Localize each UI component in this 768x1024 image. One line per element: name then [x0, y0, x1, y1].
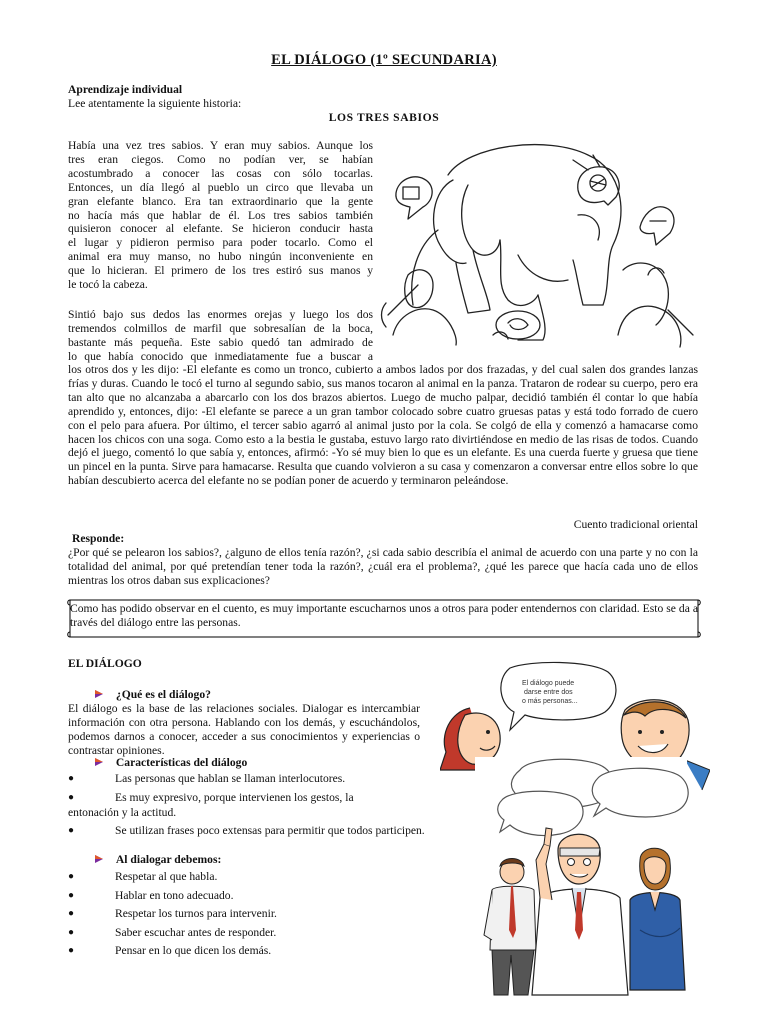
story-line: bastante más pequeña. Este sabio quedó tan admirado de: [68, 335, 373, 349]
elephant-sages-illustration: [378, 135, 698, 355]
question-heading-text: ¿Qué es el diálogo?: [115, 688, 211, 701]
section-heading-dialogue: EL DIÁLOGO: [68, 657, 142, 670]
speech-bubble-top: [501, 662, 616, 730]
must-heading-text: Al dialogar debemos:: [115, 853, 222, 866]
story-paragraph-2-rest: los otros dos y les dijo: -El elefante es como un tronco, cubierto a ambos lados por dos frazadas, y del cual salen dos grandes lanzas frías y duras. Cuando le tocó el turno al segundo sabio, sus manos tocaron al animal en la panza. Trataron de rodear su cuerpo, pero era tan alto que no alcanzaba a abarcarlo con los dos brazos abiertos. Luego de mucho palpar, decidió también él contar lo que había aprendido y, entonces, dijo: -El elefante se parece a un gran tambor colocado sobre cuatro gruesas patas y está todo forrado de cuero con el pelo para afuera. Por último, el tercer sabio agarró al animal justo por la cola. Se colgó de ella y comenzó a hamacarse como hacen los chicos con una soga. Como esto a la bestia le gustaba, estuvo largo rato divirtiéndose en medio de las risas de todos. Cuando dejó el juego, comentó lo que sabía y, entonces, afirmó: -Yo sé muy bien lo que es un elefante. Es una cuerda fuerte y gruesa que tiene un pincel en la punta. Sirve para hamacarse. Resulta que cuando volvieron a su casa y comenzaron a conversar entre ellos sobre lo que habían descubierto acerca del elefante no se podían poner de acuerdo y terminaron peleándose.: [68, 363, 698, 488]
page-title: EL DIÁLOGO (1º SECUNDARIA): [271, 52, 497, 68]
bullet: ●: [68, 773, 75, 784]
characteristic-item: Se utilizan frases poco extensas para permitir que todos participen.: [115, 824, 425, 837]
bullet: ●: [68, 890, 75, 901]
story-line: le tocó la cabeza.: [68, 278, 148, 292]
bubble-line: o más personas...: [522, 698, 578, 705]
dialogue-note-text: Como has podido observar en el cuento, es muy importante escucharnos unos a otros para poder entendernos con claridad. Esto se da a través del diálogo entre las personas.: [70, 602, 698, 629]
bullet: ●: [68, 908, 75, 919]
question-answer: El diálogo es la base de las relaciones sociales. Dialogar es intercambiar información con otra persona. Hablando con los demás, y escuchándolos, podemos darnos a conocer, acceder a sus conocimientos y experiencias o contrastar opiniones.: [68, 702, 420, 757]
must-item: Respetar al que habla.: [115, 870, 218, 883]
story-line: quisieron conocer al elefante. Se hicieron conducir hasta: [68, 222, 373, 236]
section-heading-individual: Aprendizaje individual: [68, 83, 183, 96]
bullet: ●: [68, 871, 75, 882]
arrow-bullet-icon: [93, 853, 105, 865]
characteristic-item-continued: entonación y la actitud.: [68, 806, 177, 819]
characteristics-heading: [93, 756, 247, 770]
characteristic-item: Es muy expresivo, porque intervienen los gestos, la: [115, 791, 354, 804]
man-left: [484, 859, 536, 996]
must-item: Saber escuchar antes de responder.: [115, 926, 277, 939]
dialogue-note-box: [66, 597, 702, 640]
story-line: Sintió bajo sus dedos las enormes orejas y luego los dos: [68, 308, 373, 321]
story-line: animal era muy manso, no hubo ningún inconveniente en: [68, 250, 373, 264]
story-line: Entonces, un día llegó al pueblo un circo que llevaba un: [68, 180, 373, 194]
story-paragraph-1: [68, 139, 373, 292]
story-line: lo que había conocido que inmediatamente fue a buscar a: [68, 349, 373, 363]
intro-text: Lee atentamente la siguiente historia:: [68, 97, 242, 110]
must-item: Respetar los turnos para intervenir.: [115, 907, 277, 920]
must-item: Pensar en lo que dicen los demás.: [115, 944, 272, 957]
woman-right: [630, 848, 685, 990]
characteristics-heading-text: Características del diálogo: [115, 756, 248, 769]
story-title: LOS TRES SABIOS: [328, 111, 440, 124]
story-source: Cuento tradicional oriental: [573, 518, 698, 531]
woman-face: [458, 713, 500, 764]
man-center: [532, 828, 628, 995]
story-line: tres eran ciegos. Como no podían ver, se habían: [68, 152, 373, 166]
must-heading: [93, 853, 221, 867]
respond-questions: ¿Por qué se pelearon los sabios?, ¿alguno de ellos tenía razón?, ¿si cada sabio describía el animal de acuerdo con una parte y no con la totalidad del animal, por qué pretendían tener toda la razón?, ¿cuál era el problema?, ¿qué les parece que hacía cada uno de ellos mientras los otros daban sus explicaciones?: [68, 546, 698, 587]
story-line: tremendos colmillos de marfil que sobresalían de la boca,: [68, 321, 373, 335]
story-line: no hacía más que hablar de él. Los tres sabios también: [68, 208, 373, 222]
story-line: que lo hicieran. El primero de los tres estiró sus manos y: [68, 264, 373, 278]
arrow-bullet-icon: [93, 756, 105, 768]
must-item: Hablar en tono adecuado.: [115, 889, 234, 902]
bullet: ●: [68, 927, 75, 938]
respond-heading: Responde:: [72, 532, 125, 545]
story-line: el lugar y pidieron permiso para poder tocarlo. Como el: [68, 236, 373, 250]
question-heading: [93, 688, 211, 702]
story-paragraph-2-start: [68, 308, 373, 364]
bullet: ●: [68, 825, 75, 836]
arrow-bullet-icon: [93, 688, 105, 700]
speech-bubble-right: [592, 768, 688, 817]
story-line: gran elefante blanco. Era tan extraordinario que la gente: [68, 194, 373, 208]
bullet: ●: [68, 792, 75, 803]
characteristic-item: Las personas que hablan se llaman interlocutores.: [115, 772, 346, 785]
story-line: Había una vez tres sabios. Y eran muy sabios. Aunque los: [68, 139, 373, 152]
bubble-line: El diálogo puede: [522, 680, 575, 687]
story-line: acostumbrado a conocer las cosas con sólo tocarlas.: [68, 166, 373, 180]
bullet: ●: [68, 945, 75, 956]
bubble-line: darse entre dos: [524, 689, 573, 696]
people-illustration: [480, 820, 695, 1000]
